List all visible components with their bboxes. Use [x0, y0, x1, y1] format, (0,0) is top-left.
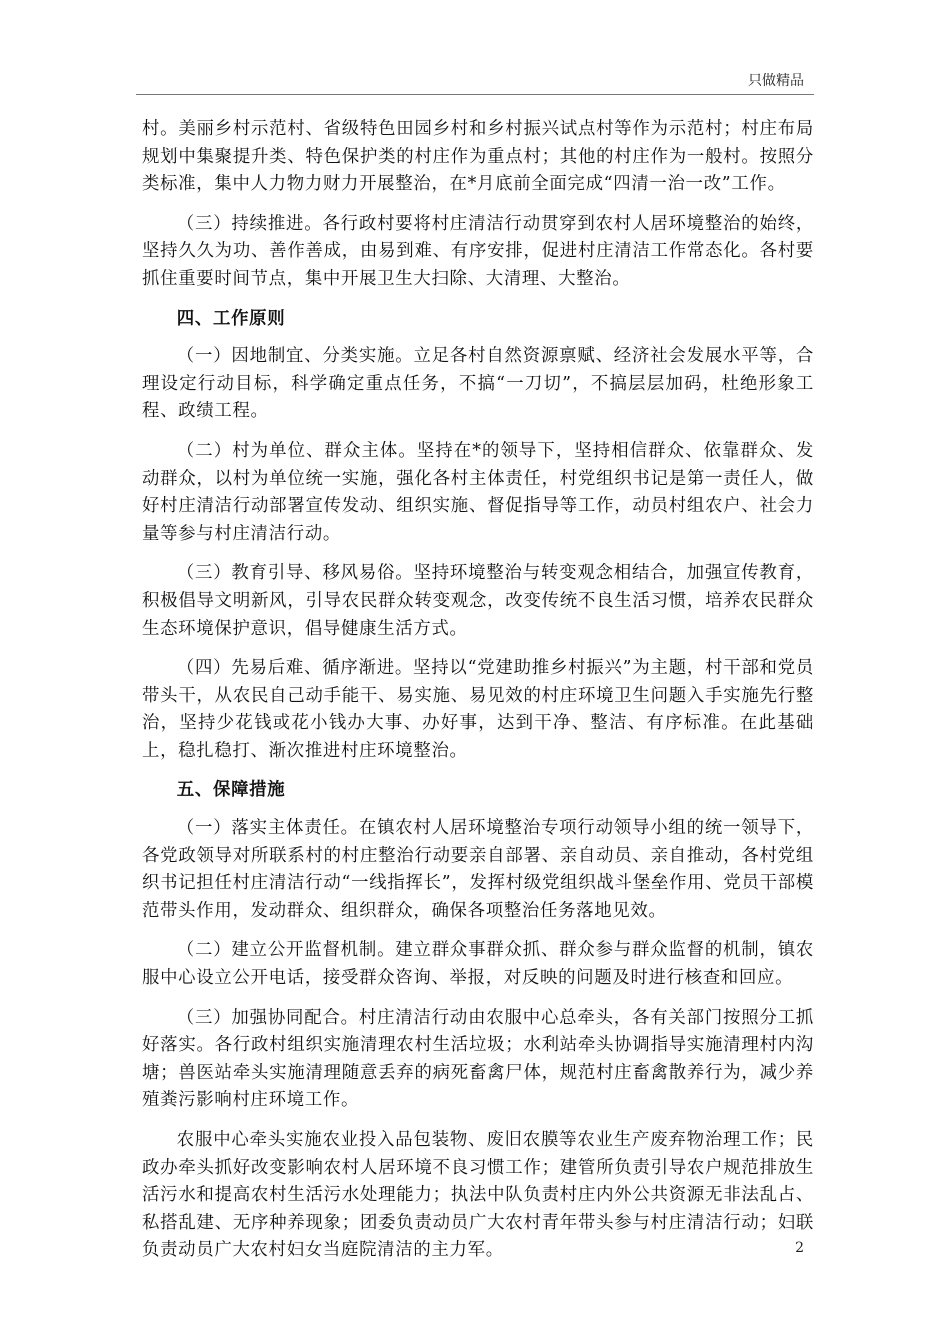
body-text	[142, 116, 814, 1277]
paragraph: 农服中心牵头实施农业投入品包装物、废旧农膜等农业生产废弃物治理工作；民政办牵头抓好改变影响农村人居环境不良习惯工作；建管所负责引导农户规范排放生活污水和提高农村生活污水处理能力；执法中队负责村庄内外公共资源无非法乱占、私搭乱建、无序种养现象；团委负责动员广大农村青年带头参与村庄清洁行动；妇联负责动员广大农村妇女当庭院清洁的主力军。	[142, 1130, 814, 1261]
paragraph: （一）因地制宜、分类实施。立足各村自然资源禀赋、经济社会发展水平等，合理设定行动目标，科学确定重点任务，不搞“一刀切”，不搞层层加码，杜绝形象工程、政绩工程。	[142, 346, 814, 422]
section-heading: 四、工作原则	[176, 308, 286, 329]
header-rule	[136, 94, 814, 95]
section-heading: 五、保障措施	[176, 780, 286, 801]
paragraph: （二）建立公开监督机制。建立群众事群众抓、群众参与群众监督的机制，镇农服中心设立公开电话，接受群众咨询、举报，对反映的问题及时进行核查和回应。	[142, 940, 814, 989]
paragraph: （三）加强协同配合。村庄清洁行动由农服中心总牵头，各有关部门按照分工抓好落实。各行政村组织实施清理农村生活垃圾；水利站牵头协调指导实施清理村内沟塘；兽医站牵头实施清理随意丢弃的病死畜禽尸体，规范村庄畜禽散养行为，减少养殖粪污影响村庄环境工作。	[142, 1007, 814, 1111]
page-header: 只做精品	[748, 73, 804, 89]
paragraph: （一）落实主体责任。在镇农村人居环境整治专项行动领导小组的统一领导下，各党政领导对所联系村的村庄整治行动要亲自部署、亲自动员、亲自推动，各村党组织书记担任村庄清洁行动“一线指挥长”，发挥村级党组织战斗堡垒作用、党员干部模范带头作用，发动群众、组织群众，确保各项整治任务落地见效。	[142, 818, 814, 921]
paragraph: （三）教育引导、移风易俗。坚持环境整治与转变观念相结合，加强宣传教育，积极倡导文明新风，引导农民群众转变观念，改变传统不良生活习惯，培养农民群众生态环境保护意识，倡导健康生活方式。	[142, 563, 814, 639]
paragraph: （四）先易后难、循序渐进。坚持以“党建助推乡村振兴”为主题，村干部和党员带头干，从农民自己动手能干、易实施、易见效的村庄环境卫生问题入手实施先行整治，坚持少花钱或花小钱办大事、办好事，达到干净、整洁、有序标准。在此基础上，稳扎稳打、渐次推进村庄环境整治。	[142, 658, 814, 761]
page-number: 2	[795, 1240, 804, 1256]
paragraph: （三）持续推进。各行政村要将村庄清洁行动贯穿到农村人居环境整治的始终，坚持久久为功、善作善成，由易到难、有序安排，促进村庄清洁工作常态化。各村要抓住重要时间节点，集中开展卫生大扫除、大清理、大整治。	[142, 213, 814, 289]
paragraph: （二）村为单位、群众主体。坚持在*的领导下，坚持相信群众、依靠群众、发动群众，以村为单位统一实施，强化各村主体责任，村党组织书记是第一责任人，做好村庄清洁行动部署宣传发动、组织实施、督促指导等工作，动员村组农户、社会力量等参与村庄清洁行动。	[142, 440, 814, 544]
paragraph: 村。美丽乡村示范村、省级特色田园乡村和乡村振兴试点村等作为示范村；村庄布局规划中集聚提升类、特色保护类的村庄作为重点村；其他的村庄作为一般村。按照分类标准，集中人力物力财力开展整治，在*月底前全面完成“四清一治一改”工作。	[142, 119, 814, 195]
